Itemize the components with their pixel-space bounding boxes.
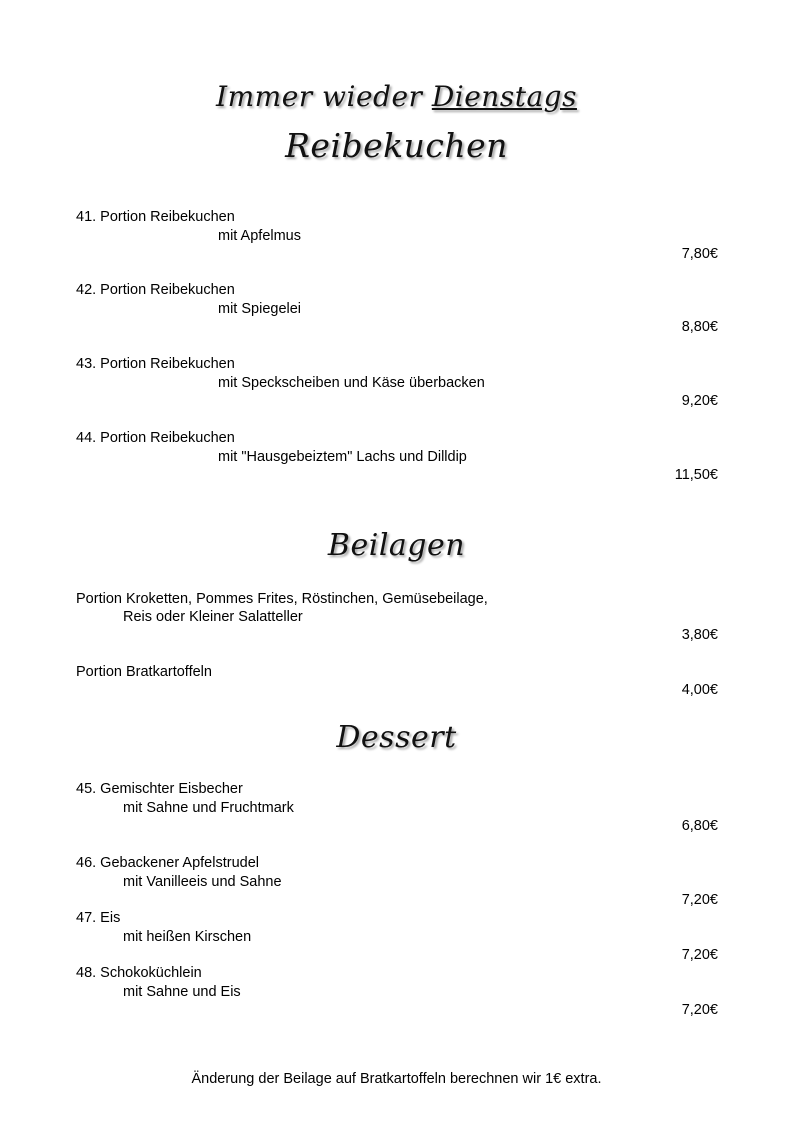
- heading-underlined-word: Dienstags: [431, 80, 577, 113]
- page-heading-line1: [0, 80, 793, 113]
- menu-item-price: 7,20€: [681, 947, 718, 963]
- menu-item-price: 3,80€: [681, 627, 718, 643]
- menu-item-title: 48. Schokoküchlein: [76, 965, 202, 981]
- menu-item-detail: mit Vanilleeis und Sahne: [123, 874, 282, 890]
- menu-item-detail: Reis oder Kleiner Salatteller: [123, 609, 303, 625]
- menu-item-title: 44. Portion Reibekuchen: [76, 430, 235, 446]
- section-heading-beilagen: Beilagen: [327, 528, 466, 563]
- menu-item-detail: mit heißen Kirschen: [123, 929, 252, 945]
- menu-item-price: 8,80€: [681, 319, 718, 335]
- menu-item-title: 42. Portion Reibekuchen: [76, 282, 235, 298]
- menu-item-price: 7,20€: [681, 1002, 718, 1018]
- menu-item-title: 46. Gebackener Apfelstrudel: [76, 855, 259, 871]
- menu-item-title: Portion Bratkartoffeln: [76, 664, 212, 680]
- menu-item-detail: mit Speckscheiben und Käse überbacken: [218, 375, 485, 391]
- menu-item-price: 7,20€: [681, 892, 718, 908]
- menu-item-title: Portion Kroketten, Pommes Frites, Röstinchen, Gemüsebeilage,: [76, 591, 488, 607]
- menu-item-price: 6,80€: [681, 818, 718, 834]
- footer-note: Änderung der Beilage auf Bratkartoffeln berechnen wir 1€ extra.: [191, 1071, 602, 1087]
- menu-item-price: 7,80€: [681, 246, 718, 262]
- section-heading-dessert: Dessert: [336, 720, 457, 755]
- heading-prefix: Immer wieder: [216, 80, 423, 113]
- menu-item-title: 45. Gemischter Eisbecher: [76, 781, 243, 797]
- menu-item-detail: mit Spiegelei: [218, 301, 302, 317]
- menu-item-price: 4,00€: [681, 682, 718, 698]
- menu-item-title: 47. Eis: [76, 910, 121, 926]
- menu-item-detail: mit Apfelmus: [218, 228, 301, 244]
- menu-item-title: 41. Portion Reibekuchen: [76, 209, 235, 225]
- menu-item-price: 11,50€: [674, 467, 718, 483]
- menu-item-title: 43. Portion Reibekuchen: [76, 356, 235, 372]
- menu-item-detail: mit Sahne und Eis: [123, 984, 241, 1000]
- menu-item-detail: mit Sahne und Fruchtmark: [123, 800, 294, 816]
- menu-item-detail: mit "Hausgebeiztem" Lachs und Dilldip: [218, 449, 467, 465]
- menu-item-price: 9,20€: [681, 393, 718, 409]
- page-heading-line2: Reibekuchen: [285, 126, 508, 165]
